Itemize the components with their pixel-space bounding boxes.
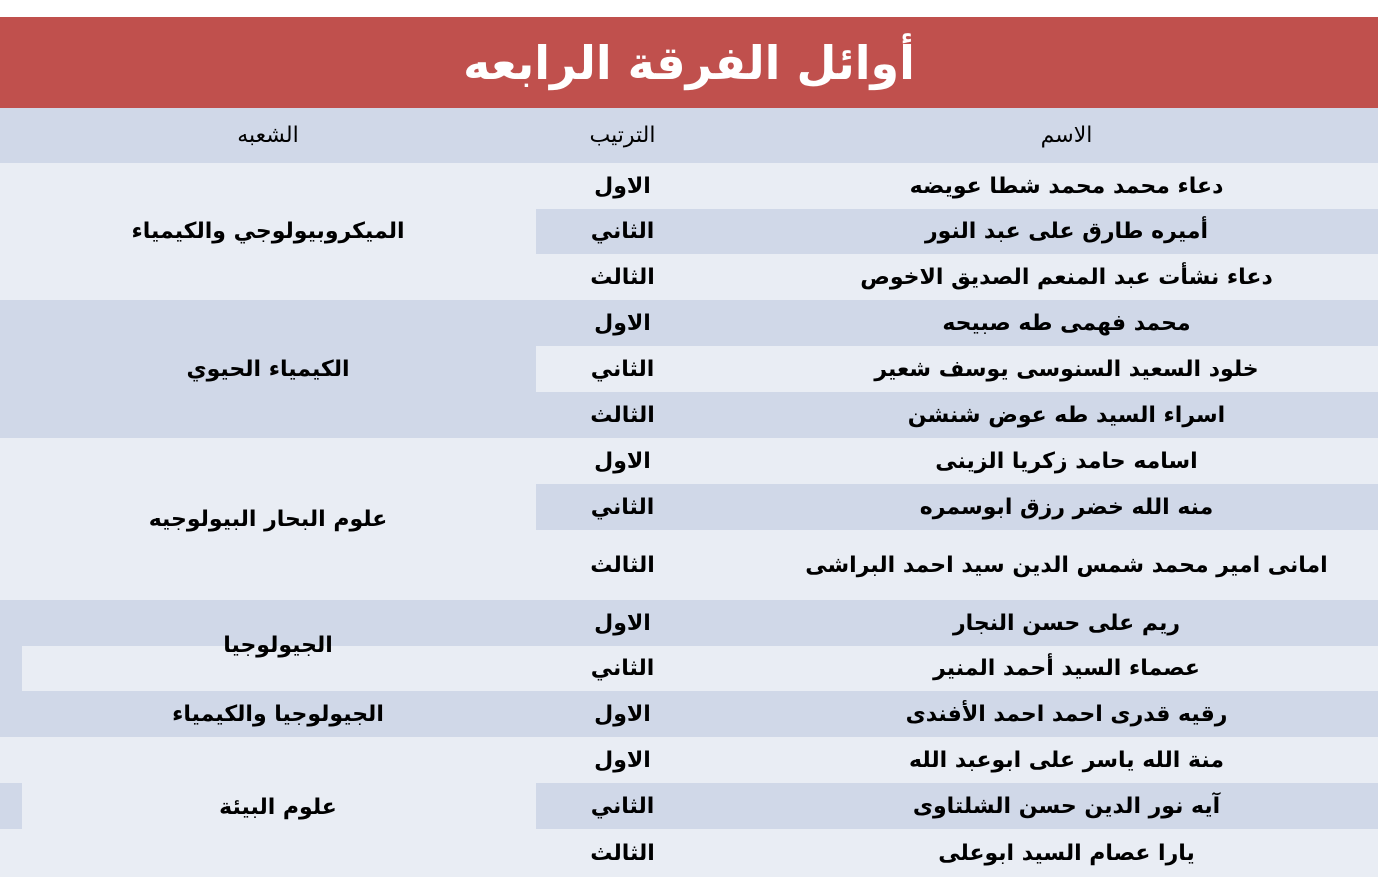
student-rank: الثالث (590, 402, 655, 428)
student-rank: الثاني (590, 219, 655, 244)
student-name: منه الله خضر رزق ابوسمره (919, 494, 1214, 520)
student-rank: الثاني (590, 494, 655, 520)
page-title: أوائل الفرقة الرابعه (0, 17, 1378, 108)
student-name: منة الله ياسر على ابوعبد الله (909, 747, 1224, 773)
student-name: رقيه قدرى احمد احمد الأفندى (905, 701, 1228, 727)
section-label: الميكروبيولوجي والكيمياء (131, 219, 405, 244)
student-name: محمد فهمى طه صبيحه (942, 310, 1191, 336)
student-rank: الثالث (590, 264, 655, 290)
student-name: اسراء السيد طه عوض شنشن (907, 402, 1226, 428)
student-rank: الاول (594, 747, 651, 773)
student-name: امانى امير محمد شمس الدين سيد احمد البراشى (805, 552, 1328, 578)
header-rank: الترتيب (589, 123, 656, 148)
student-rank: الاول (594, 610, 651, 636)
student-name: ريم على حسن النجار (952, 610, 1181, 636)
student-name: أميره طارق على عبد النور (925, 219, 1208, 244)
section-label: علوم البيئة (219, 794, 337, 820)
section-label: الجيولوجيا والكيمياء (172, 701, 384, 727)
student-name: يارا عصام السيد ابوعلى (938, 840, 1195, 866)
section-label: علوم البحار البيولوجيه (148, 506, 388, 532)
student-name: دعاء نشأت عبد المنعم الصديق الاخوص (860, 264, 1273, 290)
section-label: الكيمياء الحيوي (186, 356, 350, 382)
student-name: آيه نور الدين حسن الشلتاوى (912, 793, 1221, 819)
header-section: الشعبه (237, 123, 299, 148)
header-name: الاسم (1040, 123, 1093, 148)
student-name: خلود السعيد السنوسى يوسف شعير (874, 356, 1259, 382)
section-label: الجيولوجيا (223, 632, 333, 658)
student-rank: الثاني (590, 656, 655, 681)
student-rank: الاول (594, 448, 651, 474)
student-rank: الثالث (590, 552, 655, 578)
student-rank: الاول (594, 173, 651, 199)
student-rank: الاول (594, 310, 651, 336)
student-name: عصماء السيد أحمد المنير (933, 656, 1200, 681)
student-rank: الثالث (590, 840, 655, 866)
student-rank: الثاني (590, 356, 655, 382)
student-rank: الاول (594, 701, 651, 727)
student-name: اسامه حامد زكريا الزينى (935, 448, 1198, 474)
student-name: دعاء محمد محمد شطا عويضه (909, 173, 1224, 199)
student-rank: الثاني (590, 793, 655, 819)
